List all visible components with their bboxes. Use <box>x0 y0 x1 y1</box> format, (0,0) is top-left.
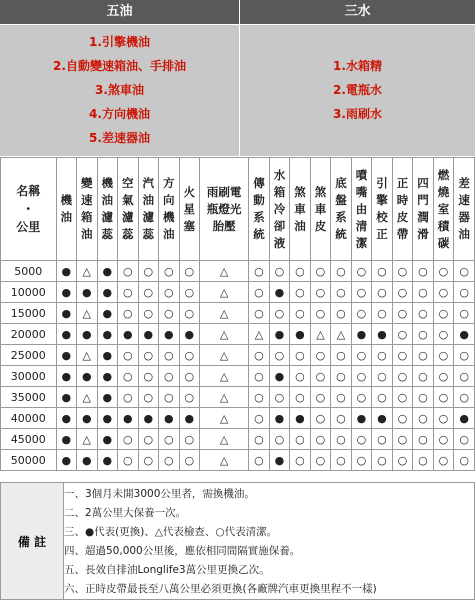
service-mark: ○ <box>392 429 413 450</box>
service-mark: ○ <box>290 261 311 282</box>
service-mark: ○ <box>159 450 180 471</box>
service-mark: ○ <box>118 303 139 324</box>
service-mark: ○ <box>433 450 454 471</box>
service-mark: ○ <box>159 303 180 324</box>
service-mark: ○ <box>351 366 372 387</box>
service-mark: ● <box>97 450 118 471</box>
service-mark: ○ <box>372 387 393 408</box>
note-line: 四、超過50,000公里後，應依相同間隔實施保養。 <box>64 545 301 557</box>
service-mark: ● <box>351 324 372 345</box>
service-mark: ○ <box>290 345 311 366</box>
service-mark: ○ <box>179 303 200 324</box>
five-oils-item: 2.自動變速箱油、手排油 <box>53 59 186 73</box>
service-mark: ○ <box>413 366 434 387</box>
service-mark: ○ <box>118 387 139 408</box>
service-mark: ○ <box>249 366 270 387</box>
service-mark: ○ <box>249 345 270 366</box>
service-mark: ○ <box>454 345 475 366</box>
service-mark: ○ <box>179 282 200 303</box>
service-mark: ○ <box>269 387 290 408</box>
column-header-label: 傳動系統 <box>253 176 265 241</box>
column-header <box>77 158 98 261</box>
service-mark: ○ <box>413 429 434 450</box>
table-row <box>1 408 475 429</box>
service-mark: ○ <box>290 282 311 303</box>
table-row <box>1 324 475 345</box>
service-mark: ● <box>179 408 200 429</box>
service-mark: ○ <box>269 303 290 324</box>
service-mark: ● <box>97 408 118 429</box>
column-header <box>118 158 139 261</box>
column-header-label: 方向機油 <box>163 176 175 241</box>
service-mark: ○ <box>118 429 139 450</box>
service-mark: ○ <box>331 450 352 471</box>
service-mark: ○ <box>179 366 200 387</box>
service-mark: ○ <box>310 303 331 324</box>
service-mark: ○ <box>433 282 454 303</box>
note-line: 五、長效自排油Longlife3萬公里更換乙次。 <box>64 564 270 576</box>
service-mark: ● <box>118 408 139 429</box>
service-mark: ○ <box>138 261 159 282</box>
service-mark: ● <box>97 324 118 345</box>
service-mark: ● <box>56 324 77 345</box>
service-mark: ○ <box>351 429 372 450</box>
service-mark: ○ <box>433 366 454 387</box>
corner-label-name: 名稱 <box>16 184 41 198</box>
service-mark: ○ <box>413 345 434 366</box>
service-mark: ○ <box>118 450 139 471</box>
service-mark: ○ <box>372 345 393 366</box>
service-mark: ● <box>159 408 180 429</box>
service-mark: ○ <box>413 387 434 408</box>
service-mark: ● <box>454 408 475 429</box>
service-mark: ○ <box>269 429 290 450</box>
service-mark: ○ <box>331 429 352 450</box>
service-mark: ○ <box>372 450 393 471</box>
column-header-label: 噴嘴由清潔 <box>355 167 368 250</box>
service-mark: ● <box>97 282 118 303</box>
table-row <box>1 387 475 408</box>
service-mark: ● <box>56 303 77 324</box>
service-mark: ○ <box>433 408 454 429</box>
service-mark: ○ <box>454 303 475 324</box>
service-mark: ○ <box>372 366 393 387</box>
service-mark: ○ <box>290 366 311 387</box>
table-row <box>1 303 475 324</box>
service-mark: △ <box>200 324 249 345</box>
service-mark: ○ <box>331 282 352 303</box>
five-oils-item: 5.差速器油 <box>89 131 150 145</box>
service-mark: ○ <box>433 324 454 345</box>
mileage-cell: 35000 <box>1 387 57 408</box>
service-mark: ● <box>97 366 118 387</box>
service-mark: ● <box>56 387 77 408</box>
service-mark: ○ <box>433 429 454 450</box>
service-mark: ○ <box>331 261 352 282</box>
service-mark: △ <box>310 324 331 345</box>
service-mark: ○ <box>179 261 200 282</box>
service-mark: ○ <box>331 303 352 324</box>
service-mark: ○ <box>433 345 454 366</box>
column-header <box>159 158 180 261</box>
column-header <box>433 158 454 261</box>
table-header-row <box>1 158 475 261</box>
service-mark: ○ <box>138 429 159 450</box>
notes-section <box>0 482 475 600</box>
service-mark: ○ <box>138 387 159 408</box>
service-mark: ○ <box>454 261 475 282</box>
table-row <box>1 345 475 366</box>
column-header-label: 機油 <box>60 193 73 224</box>
service-mark: ○ <box>351 282 372 303</box>
service-mark: ○ <box>392 387 413 408</box>
column-header <box>290 158 311 261</box>
service-mark: ○ <box>372 429 393 450</box>
service-mark: ○ <box>159 387 180 408</box>
service-mark: ○ <box>454 429 475 450</box>
column-header <box>310 158 331 261</box>
service-mark: ○ <box>290 429 311 450</box>
service-mark: ● <box>56 408 77 429</box>
service-mark: ○ <box>290 450 311 471</box>
service-mark: ○ <box>310 366 331 387</box>
five-oils-panel <box>0 25 239 156</box>
service-mark: △ <box>77 261 98 282</box>
service-mark: ○ <box>310 429 331 450</box>
service-mark: ● <box>77 366 98 387</box>
service-mark: ● <box>372 324 393 345</box>
column-header-label: 引擎校正 <box>376 176 388 241</box>
three-waters-panel <box>240 25 475 156</box>
column-header-label: 正時皮帶 <box>396 176 409 241</box>
column-header <box>56 158 77 261</box>
maintenance-table <box>0 157 475 471</box>
service-mark: ○ <box>138 282 159 303</box>
three-waters-header <box>240 0 475 24</box>
service-mark: ● <box>138 324 159 345</box>
service-mark: ○ <box>351 303 372 324</box>
service-mark: ○ <box>118 345 139 366</box>
column-header <box>454 158 475 261</box>
five-oils-header <box>0 0 239 24</box>
service-mark: ○ <box>413 261 434 282</box>
five-oils-item: 3.煞車油 <box>95 83 144 97</box>
service-mark: ● <box>351 408 372 429</box>
service-mark: ● <box>56 429 77 450</box>
five-oils-item: 4.方向機油 <box>89 107 150 121</box>
service-mark: △ <box>200 282 249 303</box>
table-row <box>1 282 475 303</box>
service-mark: △ <box>200 408 249 429</box>
service-mark: △ <box>200 429 249 450</box>
service-mark: ● <box>97 345 118 366</box>
service-mark: ○ <box>392 282 413 303</box>
table-row <box>1 429 475 450</box>
column-header <box>97 158 118 261</box>
service-mark: ○ <box>310 408 331 429</box>
service-mark: ● <box>56 345 77 366</box>
service-mark: ○ <box>392 303 413 324</box>
service-mark: ○ <box>179 429 200 450</box>
service-mark: △ <box>200 261 249 282</box>
service-mark: ○ <box>138 303 159 324</box>
service-mark: ○ <box>249 450 270 471</box>
service-mark: ○ <box>138 450 159 471</box>
mileage-cell: 30000 <box>1 366 57 387</box>
service-mark: △ <box>200 303 249 324</box>
corner-label-dot: ・ <box>22 202 35 216</box>
note-line: 二、2萬公里大保養一次。 <box>64 507 187 519</box>
five-oils-title: 五油 <box>106 4 133 19</box>
service-mark: ○ <box>392 450 413 471</box>
note-line: 六、正時皮帶最長至八萬公里必須更換(各廠牌汽車更換里程不一樣) <box>64 583 377 595</box>
mileage-cell: 25000 <box>1 345 57 366</box>
column-header <box>351 158 372 261</box>
service-mark: ○ <box>159 261 180 282</box>
column-header-label: 煞車油 <box>294 184 306 233</box>
five-oils-item: 1.引擎機油 <box>89 35 150 49</box>
service-mark: ○ <box>351 387 372 408</box>
three-waters-item: 3.雨刷水 <box>333 107 382 121</box>
service-mark: ○ <box>392 324 413 345</box>
service-mark: ○ <box>433 303 454 324</box>
service-mark: ○ <box>310 345 331 366</box>
service-mark: ○ <box>310 282 331 303</box>
service-mark: ○ <box>269 345 290 366</box>
service-mark: ○ <box>392 366 413 387</box>
service-mark: △ <box>200 387 249 408</box>
service-mark: ○ <box>159 366 180 387</box>
service-mark: △ <box>77 387 98 408</box>
three-waters-item: 1.水箱精 <box>333 59 382 73</box>
service-mark: ○ <box>413 303 434 324</box>
service-mark: ● <box>56 261 77 282</box>
service-mark: △ <box>77 303 98 324</box>
service-mark: ● <box>454 324 475 345</box>
service-mark: ○ <box>454 366 475 387</box>
service-mark: ○ <box>118 366 139 387</box>
column-header-label: 水箱冷卻液 <box>273 167 286 250</box>
column-header-label: 火星塞 <box>183 184 196 233</box>
service-mark: ○ <box>310 450 331 471</box>
service-mark: ○ <box>331 366 352 387</box>
column-header-label: 機油濾蕊 <box>101 176 114 241</box>
mileage-cell: 10000 <box>1 282 57 303</box>
service-mark: ○ <box>249 282 270 303</box>
service-mark: △ <box>331 324 352 345</box>
service-mark: ○ <box>138 366 159 387</box>
mileage-cell: 20000 <box>1 324 57 345</box>
service-mark: ● <box>56 366 77 387</box>
service-mark: ○ <box>249 408 270 429</box>
service-mark: ○ <box>290 303 311 324</box>
corner-header <box>1 158 57 261</box>
service-mark: ○ <box>159 282 180 303</box>
column-header <box>200 158 249 261</box>
service-mark: ○ <box>372 303 393 324</box>
service-mark: ● <box>77 408 98 429</box>
service-mark: △ <box>77 429 98 450</box>
service-mark: ○ <box>392 408 413 429</box>
service-mark: ● <box>290 324 311 345</box>
service-mark: ● <box>269 450 290 471</box>
service-mark: ○ <box>118 282 139 303</box>
service-mark: ○ <box>310 261 331 282</box>
service-mark: ● <box>372 408 393 429</box>
service-mark: ○ <box>331 387 352 408</box>
service-mark: ● <box>97 303 118 324</box>
service-mark: ○ <box>249 261 270 282</box>
service-mark: ○ <box>433 387 454 408</box>
column-header <box>331 158 352 261</box>
service-mark: ○ <box>392 345 413 366</box>
service-mark: ○ <box>290 387 311 408</box>
service-mark: △ <box>200 450 249 471</box>
table-row <box>1 366 475 387</box>
service-mark: ● <box>56 450 77 471</box>
service-mark: ○ <box>351 261 372 282</box>
column-header-label: 四門潤滑 <box>417 176 429 241</box>
table-row <box>1 450 475 471</box>
mileage-cell: 50000 <box>1 450 57 471</box>
service-mark: ○ <box>331 345 352 366</box>
service-mark: ● <box>179 324 200 345</box>
column-header <box>249 158 270 261</box>
table-body <box>1 261 475 471</box>
service-mark: △ <box>77 345 98 366</box>
service-mark: ○ <box>179 387 200 408</box>
column-header-label: 差速器油 <box>458 176 470 241</box>
service-mark: ● <box>77 282 98 303</box>
column-header-label: 汽油濾蕊 <box>142 176 155 241</box>
column-header-label: 變速箱油 <box>81 176 93 241</box>
service-mark: ○ <box>179 345 200 366</box>
service-mark: ○ <box>372 261 393 282</box>
mileage-cell: 15000 <box>1 303 57 324</box>
service-mark: ○ <box>159 429 180 450</box>
service-mark: ● <box>77 450 98 471</box>
service-mark: △ <box>249 324 270 345</box>
service-mark: ● <box>269 282 290 303</box>
service-mark: △ <box>200 345 249 366</box>
mileage-cell: 45000 <box>1 429 57 450</box>
service-mark: ○ <box>351 450 372 471</box>
service-mark: ○ <box>433 261 454 282</box>
service-mark: ○ <box>392 261 413 282</box>
service-mark: △ <box>200 366 249 387</box>
service-mark: ○ <box>159 345 180 366</box>
column-header <box>138 158 159 261</box>
service-mark: ○ <box>310 387 331 408</box>
mileage-cell: 40000 <box>1 408 57 429</box>
service-mark: ● <box>269 324 290 345</box>
service-mark: ● <box>269 366 290 387</box>
service-mark: ○ <box>413 408 434 429</box>
service-mark: ● <box>269 408 290 429</box>
service-mark: ○ <box>413 450 434 471</box>
service-mark: ● <box>97 261 118 282</box>
column-header <box>413 158 434 261</box>
service-mark: ● <box>97 429 118 450</box>
three-waters-title: 三水 <box>344 4 371 19</box>
column-header-label: 底盤系統 <box>335 176 347 241</box>
service-mark: ○ <box>249 429 270 450</box>
mileage-cell: 5000 <box>1 261 57 282</box>
column-header <box>269 158 290 261</box>
column-header <box>179 158 200 261</box>
service-mark: ● <box>290 408 311 429</box>
column-header-label: 空氣濾蕊 <box>122 176 134 241</box>
service-mark: ○ <box>118 261 139 282</box>
service-mark: ○ <box>249 303 270 324</box>
service-mark: ○ <box>413 282 434 303</box>
service-mark: ○ <box>351 345 372 366</box>
service-mark: ● <box>56 282 77 303</box>
column-header-label: 煞車皮 <box>314 184 327 233</box>
corner-label-km: 公里 <box>16 220 41 234</box>
note-line: 三、●代表(更換)、△代表檢查、○代表清潔。 <box>64 526 278 538</box>
service-mark: ○ <box>269 261 290 282</box>
notes-label: 備 註 <box>1 483 64 599</box>
service-mark: ○ <box>331 408 352 429</box>
service-mark: ● <box>77 324 98 345</box>
column-header-label: 燃燒室積碳 <box>437 167 450 250</box>
service-mark: ○ <box>372 282 393 303</box>
three-waters-item: 2.電瓶水 <box>333 83 382 97</box>
column-header <box>372 158 393 261</box>
service-mark: ○ <box>454 282 475 303</box>
service-mark: ● <box>159 324 180 345</box>
table-row <box>1 261 475 282</box>
service-mark: ○ <box>454 450 475 471</box>
note-line: 一、3個月未開3000公里者，需換機油。 <box>64 488 255 500</box>
service-mark: ● <box>97 387 118 408</box>
service-mark: ○ <box>179 450 200 471</box>
service-mark: ○ <box>454 387 475 408</box>
service-mark: ○ <box>249 387 270 408</box>
column-header <box>392 158 413 261</box>
service-mark: ○ <box>138 345 159 366</box>
service-mark: ○ <box>413 324 434 345</box>
service-mark: ● <box>138 408 159 429</box>
service-mark: ● <box>118 324 139 345</box>
column-header-label: 雨刷電瓶燈光胎壓 <box>206 184 242 233</box>
